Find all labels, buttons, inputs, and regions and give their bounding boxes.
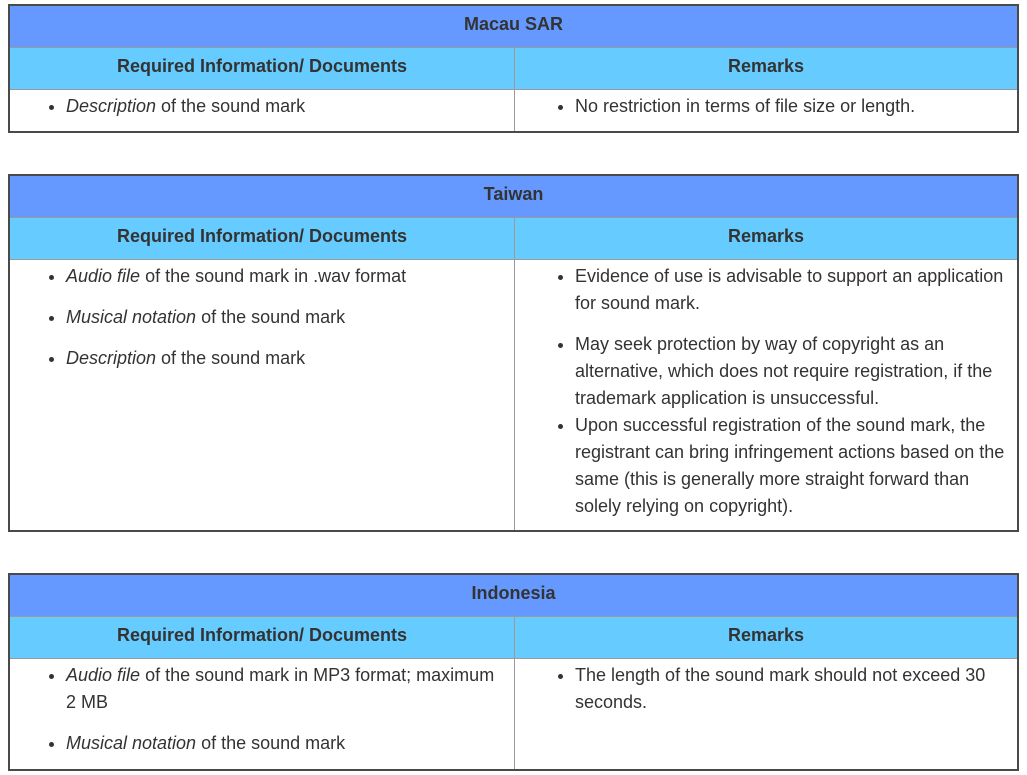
table-title: Taiwan xyxy=(10,176,1017,218)
item-text: of the sound mark xyxy=(196,733,346,753)
table-header-row xyxy=(10,48,1017,90)
item-emphasis: Audio file xyxy=(66,266,141,286)
table-indonesia xyxy=(8,573,1019,771)
remarks-list xyxy=(515,662,1009,716)
table-body-row xyxy=(10,260,1017,530)
table-body-row xyxy=(10,659,1017,769)
item-emphasis: Musical notation xyxy=(66,733,197,753)
item-text: of the sound mark xyxy=(156,348,306,368)
column-header-remarks: Remarks xyxy=(727,56,805,76)
table-body-row xyxy=(10,90,1017,131)
item-text: of the sound mark xyxy=(156,96,306,116)
remarks-cell xyxy=(515,659,1017,769)
remarks-list xyxy=(515,263,1009,520)
list-item xyxy=(66,93,506,120)
required-info-cell xyxy=(10,90,515,131)
list-item: • Evidence of use is advisable to support an application for sound mark. xyxy=(575,263,1009,317)
required-info-cell xyxy=(10,659,515,769)
list-item xyxy=(66,662,506,716)
list-item: • The length of the sound mark should not exceed 30 seconds. xyxy=(575,662,1009,716)
table-title: Indonesia xyxy=(10,575,1017,617)
table-title: Macau SAR xyxy=(10,6,1017,48)
item-text: of the sound mark xyxy=(196,307,346,327)
list-item: • No restriction in terms of file size or length. xyxy=(575,93,1009,120)
item-text: of the sound mark in MP3 format; maximum 2 MB xyxy=(66,665,495,712)
table-macau-sar xyxy=(8,4,1019,133)
list-item xyxy=(66,263,506,290)
table-taiwan xyxy=(8,174,1019,532)
list-item xyxy=(66,345,506,372)
list-item xyxy=(66,304,506,331)
remarks-cell xyxy=(515,260,1017,530)
column-header-required-info: Required Information/ Documents xyxy=(10,218,515,259)
list-item xyxy=(66,730,506,757)
column-header-remarks: Remarks xyxy=(727,625,805,645)
item-emphasis: Description xyxy=(66,96,157,116)
required-info-cell xyxy=(10,260,515,530)
list-item: • May seek protection by way of copyright as an alternative, which does not require registration, if the trademark application is unsuccessful. xyxy=(575,331,1009,412)
item-emphasis: Musical notation xyxy=(66,307,197,327)
item-text: of the sound mark in .wav format xyxy=(140,266,407,286)
item-emphasis: Description xyxy=(66,348,157,368)
list-item: • Upon successful registration of the sound mark, the registrant can bring infringement actions based on the same (this is generally more straight forward than solely relying on copyright). xyxy=(575,412,1009,520)
column-header-remarks: Remarks xyxy=(727,226,805,246)
column-header-required-info: Required Information/ Documents xyxy=(10,48,515,89)
required-info-list xyxy=(10,662,506,757)
column-header-required-info: Required Information/ Documents xyxy=(10,617,515,658)
required-info-list xyxy=(10,93,506,120)
table-header-row xyxy=(10,617,1017,659)
table-header-row xyxy=(10,218,1017,260)
required-info-list xyxy=(10,263,506,372)
remarks-list xyxy=(515,93,1009,120)
item-emphasis: Audio file xyxy=(66,665,141,685)
remarks-cell xyxy=(515,90,1017,131)
